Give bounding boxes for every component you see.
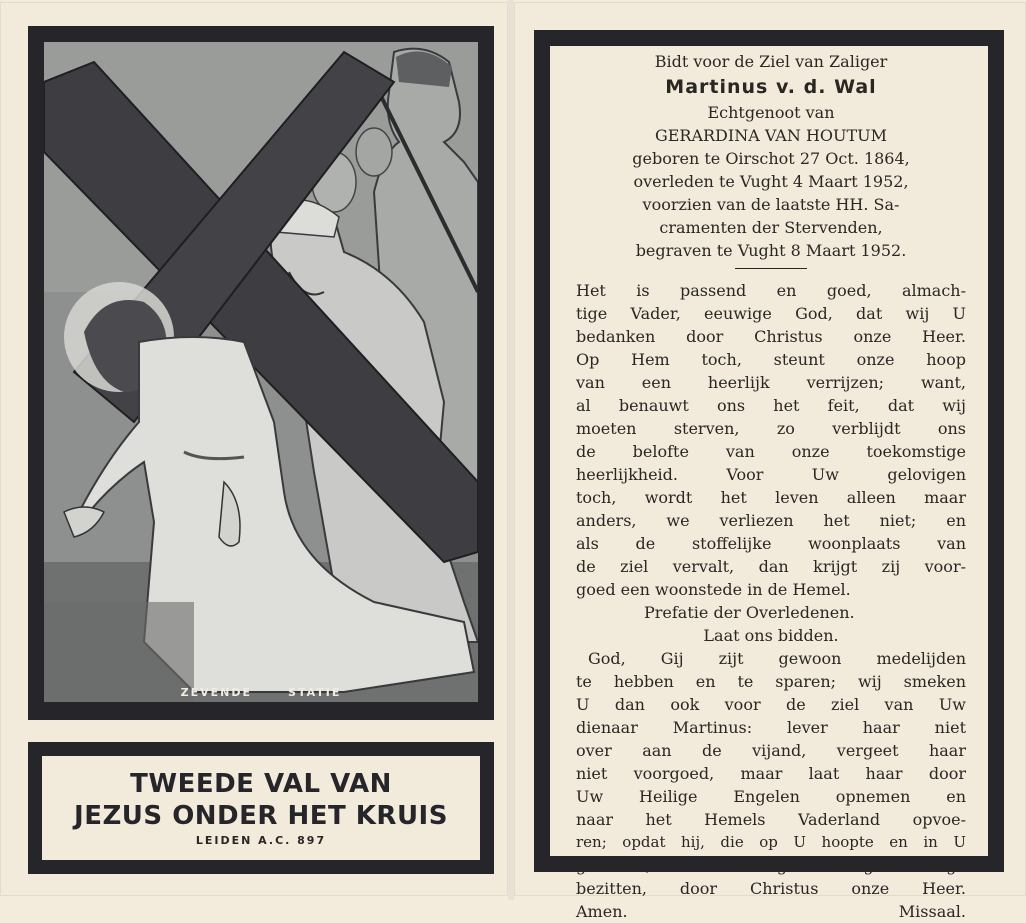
- detail-line: cramenten der Stervenden,: [659, 218, 883, 237]
- preface-source: Prefatie der Overledenen.: [644, 603, 855, 622]
- detail-line: overleden te Vught 4 Maart 1952,: [633, 172, 909, 191]
- preface-line: van een heerlijk verrijzen; want,: [576, 373, 966, 392]
- right-card: [514, 2, 1026, 921]
- closing-line: [576, 900, 966, 923]
- spouse-name: GERARDINA VAN HOUTUM: [654, 126, 888, 145]
- prayer-line: U dan ook voor de ziel van Uw: [576, 695, 966, 714]
- prayer-line: bezitten, door Christus onze Heer.: [576, 879, 966, 898]
- preface-line: bedanken door Christus onze Heer.: [576, 327, 966, 346]
- prayer-line: te hebben en te sparen; wij smeken: [576, 672, 966, 691]
- prayer-line: Uw Heilige Engelen opnemen en: [576, 787, 966, 806]
- intro-line: Bidt voor de Ziel van Zaliger: [654, 52, 888, 71]
- detail-line: voorzien van de laatste HH. Sa-: [642, 195, 900, 214]
- preface-line: als de stoffelijke woonplaats van: [576, 534, 966, 553]
- prayer-line: geloofde, de Eeuwige Vreugde moge: [576, 856, 966, 875]
- closing-source: Missaal.: [898, 902, 966, 921]
- illustration-frame: [28, 26, 494, 720]
- detail-line: begraven te Vught 8 Maart 1952.: [635, 241, 907, 260]
- title-line-2: JEZUS ONDER HET KRUIS: [74, 801, 448, 831]
- closing-amen: Amen.: [576, 902, 628, 921]
- preface-line: heerlijkheid. Voor Uw gelovigen: [576, 465, 966, 484]
- prayer-line: God, Gij zijt gewoon medelijden: [588, 649, 966, 668]
- preface-line: de ziel vervalt, dan krijgt zij voor-: [576, 557, 966, 576]
- prayer-line: dienaar Martinus: lever haar niet: [576, 718, 966, 737]
- prayer-line: ren; opdat hij, die op U hoopte en in U: [576, 833, 966, 851]
- title-line-1: TWEEDE VAL VAN: [130, 769, 392, 799]
- stations-of-the-cross-drawing: [44, 42, 478, 702]
- preface-line: Op Hem toch, steunt onze hoop: [576, 350, 966, 369]
- preface-line-last: goed een woonstede in de Hemel.: [576, 580, 851, 599]
- preface-line: al benauwt ons het feit, dat wij: [576, 396, 966, 415]
- deceased-name: Martinus v. d. Wal: [665, 76, 877, 98]
- publisher-imprint: LEIDEN A.C. 897: [195, 834, 327, 847]
- title-frame: [28, 742, 494, 874]
- detail-line: geboren te Oirschot 27 Oct. 1864,: [632, 149, 910, 168]
- preface-line: moeten sterven, zo verblijdt ons: [576, 419, 966, 438]
- preface-line: tige Vader, eeuwige God, dat wij U: [576, 304, 966, 323]
- caption-word-1: ZEVENDE: [180, 686, 253, 699]
- spouse-label: Echtgenoot van: [707, 103, 835, 122]
- memorial-text: [550, 46, 988, 921]
- illustration-caption: [44, 684, 478, 702]
- preface-line: toch, wordt het leven alleen maar: [576, 488, 966, 507]
- preface-line: de belofte van onze toekomstige: [576, 442, 966, 461]
- preface-line: anders, we verliezen het niet; en: [576, 511, 966, 530]
- prayer-line: naar het Hemels Vaderland opvoe-: [576, 810, 966, 829]
- prayer-line: niet voorgoed, maar laat haar door: [576, 764, 966, 783]
- left-card: [0, 2, 508, 896]
- preface-line: Het is passend en goed, almach-: [576, 281, 966, 300]
- text-frame: [534, 30, 1004, 921]
- illustration: [44, 42, 478, 702]
- separator-rule: [735, 268, 807, 269]
- title-panel: [42, 756, 480, 860]
- caption-word-2: STATIE: [288, 686, 342, 699]
- prayer-heading: Laat ons bidden.: [703, 626, 839, 645]
- prayer-line: over aan de vijand, vergeet haar: [576, 741, 966, 760]
